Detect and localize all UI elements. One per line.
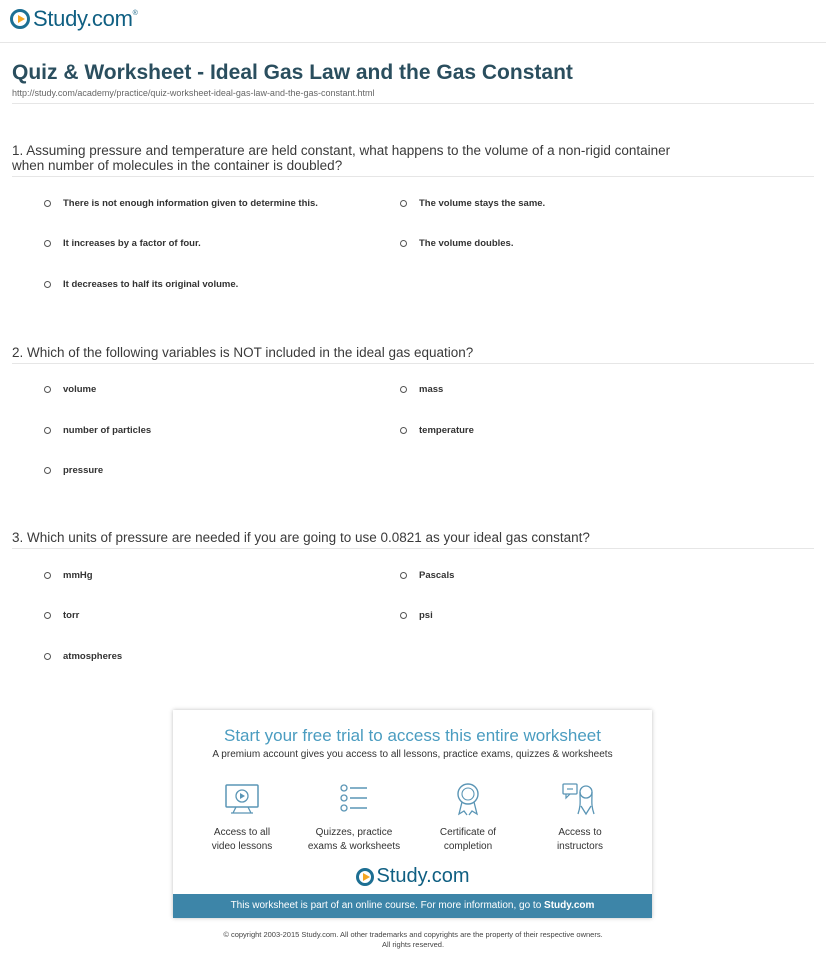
promo-logo[interactable] — [173, 865, 652, 888]
option-label: torr — [63, 610, 80, 621]
option[interactable] — [44, 651, 122, 662]
option[interactable] — [400, 198, 545, 209]
promo-subheading: A premium account gives you access to all lessons, practice exams, quizzes & worksheets — [212, 749, 613, 760]
feature-line: video lessons — [211, 841, 273, 852]
feature-label — [187, 826, 297, 854]
option-label: psi — [419, 610, 433, 621]
certificate-icon — [449, 780, 487, 818]
feature-label — [299, 826, 409, 854]
promo-logo-text: Study.com — [376, 865, 470, 887]
question-1 — [12, 143, 814, 177]
radio-icon[interactable] — [400, 240, 407, 247]
feature-certificate — [413, 780, 523, 854]
question-text: 1. Assuming pressure and temperature are held constant, what happens to the volume of a non-rigid container when number of molecules in the container is doubled? — [12, 143, 671, 173]
feature-line: Access to — [558, 827, 602, 838]
option-label: mass — [419, 384, 444, 395]
question-divider — [12, 363, 814, 364]
promo-bar-text: This worksheet is part of an online course. For more information, go to — [230, 900, 545, 911]
radio-icon[interactable] — [44, 612, 51, 619]
option-label: atmospheres — [63, 651, 123, 662]
option-label: volume — [63, 384, 97, 395]
title-divider — [12, 103, 814, 104]
promo-bar-link[interactable]: Study.com — [544, 900, 595, 911]
option[interactable] — [44, 610, 79, 621]
feature-label — [413, 826, 523, 854]
study-logo[interactable] — [10, 6, 138, 32]
instructor-icon — [561, 780, 599, 818]
option-label: It decreases to half its original volume. — [63, 279, 239, 290]
question-divider — [12, 548, 814, 549]
premium-promo — [173, 710, 652, 918]
feature-line: completion — [443, 841, 493, 852]
page-title: Quiz & Worksheet - Ideal Gas Law and the Gas Constant — [12, 61, 573, 84]
logo-trademark: ® — [132, 10, 138, 17]
option[interactable] — [400, 610, 433, 621]
radio-icon[interactable] — [44, 653, 51, 660]
radio-icon[interactable] — [400, 572, 407, 579]
page-url: http://study.com/academy/practice/quiz-worksheet-ideal-gas-law-and-the-gas-constant.html — [12, 88, 375, 98]
option[interactable] — [44, 570, 93, 581]
option-label: There is not enough information given to determine this. — [63, 198, 318, 209]
option-label: pressure — [63, 465, 104, 476]
option-label: The volume stays the same. — [419, 198, 546, 209]
radio-icon[interactable] — [44, 240, 51, 247]
radio-icon[interactable] — [400, 427, 407, 434]
option[interactable] — [400, 425, 474, 436]
list-icon — [335, 780, 373, 818]
option[interactable] — [44, 198, 318, 209]
promo-bar — [173, 894, 652, 918]
option-label: It increases by a factor of four. — [63, 238, 201, 249]
option[interactable] — [44, 384, 96, 395]
radio-icon[interactable] — [400, 200, 407, 207]
feature-line: Access to all — [213, 827, 271, 838]
question-divider — [12, 176, 814, 177]
rights-line: All rights reserved. — [381, 940, 445, 949]
option[interactable] — [44, 465, 103, 476]
option[interactable] — [44, 238, 201, 249]
feature-quizzes — [299, 780, 409, 854]
radio-icon[interactable] — [44, 572, 51, 579]
copyright-line: © copyright 2003-2015 Study.com. All other trademarks and copyrights are the property of their respective owners. — [223, 930, 603, 939]
radio-icon[interactable] — [400, 612, 407, 619]
option[interactable] — [44, 279, 238, 290]
copyright-footer — [0, 930, 826, 950]
radio-icon[interactable] — [400, 386, 407, 393]
feature-line: instructors — [556, 841, 604, 852]
logo-text: Study.com — [33, 6, 133, 31]
option[interactable] — [400, 238, 514, 249]
video-icon — [223, 780, 261, 818]
feature-instructors — [525, 780, 635, 854]
promo-heading: Start your free trial to access this entire worksheet — [224, 726, 601, 745]
question-text: 3. Which units of pressure are needed if you are going to use 0.0821 as your ideal gas constant? — [12, 530, 590, 545]
option-label: The volume doubles. — [419, 238, 514, 249]
option[interactable] — [44, 425, 151, 436]
radio-icon[interactable] — [44, 467, 51, 474]
option[interactable] — [400, 570, 454, 581]
feature-line: Quizzes, practice — [315, 827, 393, 838]
radio-icon[interactable] — [44, 427, 51, 434]
play-icon — [356, 868, 374, 886]
option[interactable] — [400, 384, 443, 395]
option-label: mmHg — [63, 570, 93, 581]
radio-icon[interactable] — [44, 386, 51, 393]
option-label: Pascals — [419, 570, 455, 581]
radio-icon[interactable] — [44, 281, 51, 288]
feature-label — [525, 826, 635, 854]
option-label: number of particles — [63, 425, 152, 436]
header-divider — [0, 42, 826, 43]
radio-icon[interactable] — [44, 200, 51, 207]
feature-video — [187, 780, 297, 854]
option-label: temperature — [419, 425, 474, 436]
feature-line: Certificate of — [439, 827, 497, 838]
question-text: 2. Which of the following variables is NOT included in the ideal gas equation? — [12, 345, 474, 360]
play-icon — [10, 9, 30, 29]
feature-line: exams & worksheets — [307, 841, 401, 852]
question-3 — [12, 530, 814, 549]
question-2 — [12, 345, 814, 364]
